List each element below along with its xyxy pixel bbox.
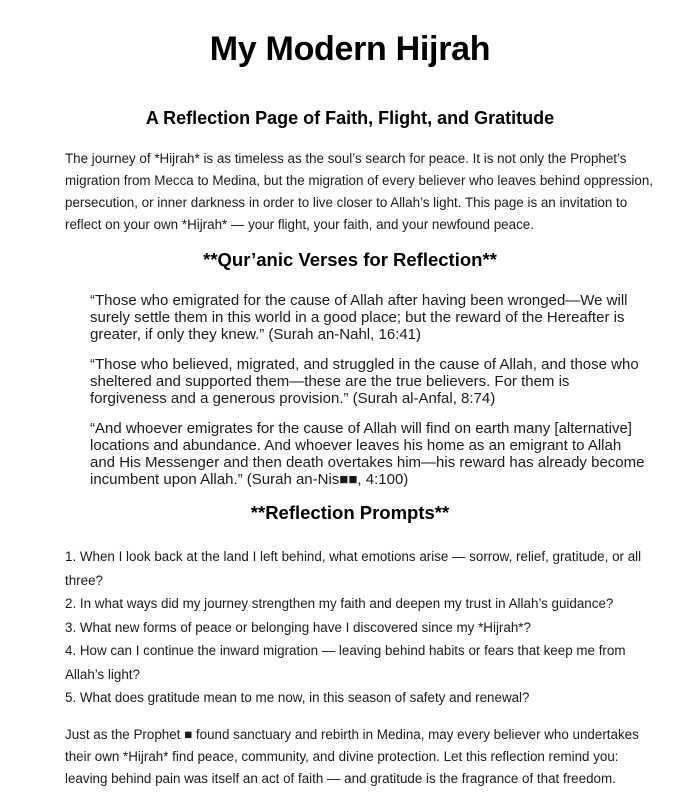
prompts-heading: **Reflection Prompts** xyxy=(250,502,450,523)
verses-heading: **Qur’anic Verses for Reflection** xyxy=(203,249,497,270)
prompts-list xyxy=(65,545,655,710)
verse-quote: “Those who emigrated for the cause of Allah after having been wronged—We will surely settle them in this world in a good place; but the reward of the Hereafter is greater, if only they knew.” (Surah an-Nahl, 16:41) xyxy=(90,292,628,343)
verse-quote: “Those who believed, migrated, and struggled in the cause of Allah, and those who sheltered and supported them—these are the true believers. For them is forgiveness and a generous provision.” (Surah al-Anfal, 8:74) xyxy=(90,356,639,407)
prompt-item: 4. How can I continue the inward migration — leaving behind habits or fears that keep me from Allah’s light? xyxy=(65,643,626,682)
prompt-item: 2. In what ways did my journey strengthen my faith and deepen my trust in Allah’s guidance? xyxy=(65,596,614,611)
prompt-item: 5. What does gratitude mean to me now, in this season of safety and renewal? xyxy=(65,690,530,705)
page-subtitle: A Reflection Page of Faith, Flight, and Gratitude xyxy=(145,108,555,128)
closing-paragraph: Just as the Prophet ■ found sanctuary and rebirth in Medina, may every believer who undertakes their own *Hijrah* find peace, community, and divine protection. Let this reflection remind you: leaving behind pain was itself an act of faith — and gratitude is the fragrance of that freedom. xyxy=(65,726,639,786)
page-title: My Modern Hijrah xyxy=(209,30,491,68)
verses-list xyxy=(90,292,645,488)
intro-paragraph: The journey of *Hijrah* is as timeless as the soul’s search for peace. It is not only the Prophet’s migration from Mecca to Medina, but the migration of every believer who leaves behind oppression, persecution, or inner darkness in order to live closer to Allah’s light. This page is an invitation to reflect on your own *Hijrah* — your flight, your faith, and your newfound peace. xyxy=(65,151,654,232)
prompt-item: 1. When I look back at the land I left behind, what emotions arise — sorrow, relief, gratitude, or all three? xyxy=(65,549,642,588)
verse-quote: “And whoever emigrates for the cause of Allah will find on earth many [alternative] locations and abundance. And whoever leaves his home as an emigrant to Allah and His Messenger and then death overtakes him—his reward has already become incumbent upon Allah.” (Surah an-Nis■■, 4:100) xyxy=(90,420,645,488)
prompt-item: 3. What new forms of peace or belonging have I discovered since my *Hijrah*? xyxy=(65,619,531,635)
